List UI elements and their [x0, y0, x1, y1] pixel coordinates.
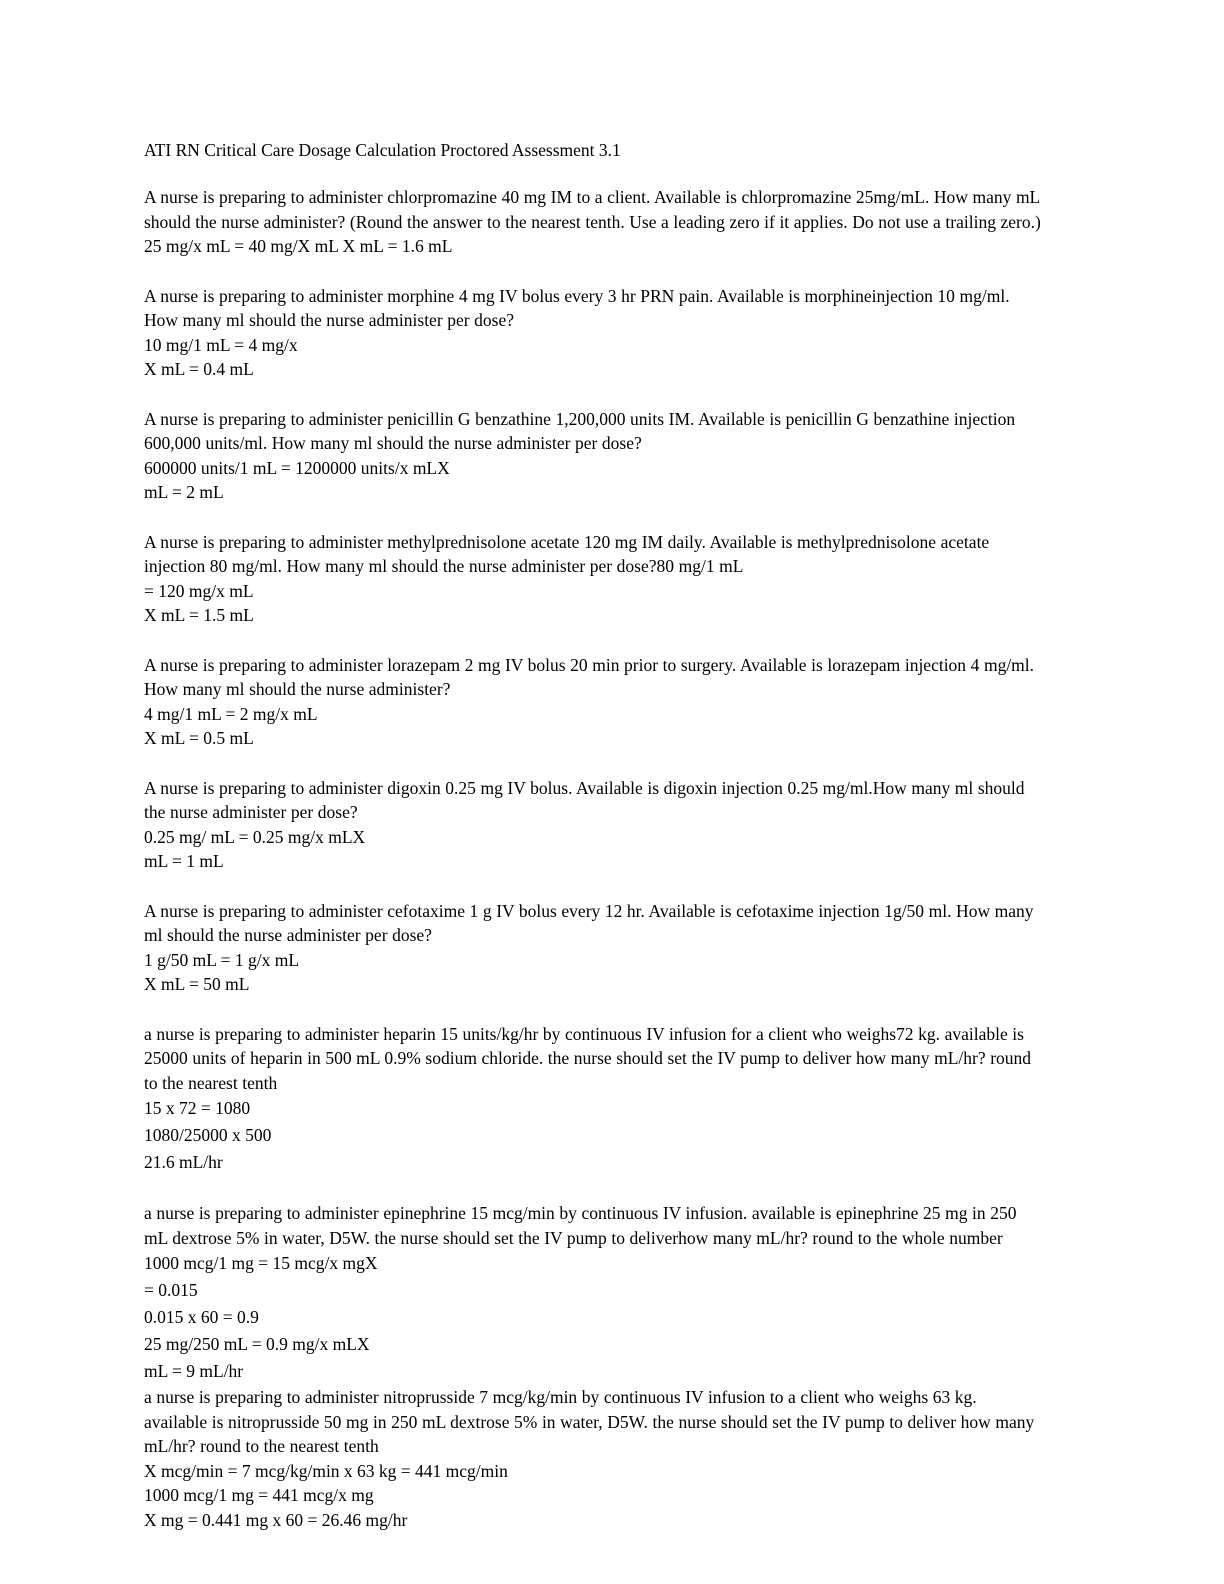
question-text: a nurse is preparing to administer epinephrine 15 mcg/min by continuous IV infusion. available is epinephrine 25 mg in 250 mL dextrose 5% in water, D5W. the nurse should set the IV pump to deliverhow many mL/hr? round to the whole number — [144, 1203, 1017, 1248]
question-blocks-container — [144, 185, 1042, 1532]
question-text: A nurse is preparing to administer penicillin G benzathine 1,200,000 units IM. Available is penicillin G benzathine injection 600,000 units/ml. How many ml should the nurse administer per dose? — [144, 408, 1016, 453]
question-block-methylprednisolone — [144, 530, 1042, 628]
calculation-line: 0.015 x 60 = 0.9 — [144, 1307, 259, 1327]
question-block-epinephrine — [144, 1201, 1042, 1385]
question-text: A nurse is preparing to administer digoxin 0.25 mg IV bolus. Available is digoxin injection 0.25 mg/ml.How many ml should the nurse administer per dose? — [144, 777, 1025, 822]
calculation-line: mL = 1 mL — [144, 851, 224, 871]
question-text: A nurse is preparing to administer lorazepam 2 mg IV bolus 20 min prior to surgery. Available is lorazepam injection 4 mg/ml. How many ml should the nurse administer? — [144, 654, 1035, 699]
calculation-line: 25 mg/x mL = 40 mg/X mL X mL = 1.6 mL — [144, 236, 453, 256]
calculation-line: X mL = 0.5 mL — [144, 728, 254, 748]
question-text: a nurse is preparing to administer heparin 15 units/kg/hr by continuous IV infusion for a client who weighs72 kg. available is 25000 units of heparin in 500 mL 0.9% sodium chloride. the nurse should set the IV pump to deliver how many mL/hr? round to the nearest tenth — [144, 1023, 1032, 1093]
question-block-cefotaxime — [144, 899, 1042, 997]
calculation-line: X mL = 1.5 mL — [144, 605, 254, 625]
calculation-line: 25 mg/250 mL = 0.9 mg/x mLX — [144, 1334, 370, 1354]
calculation-line: 1080/25000 x 500 — [144, 1125, 272, 1145]
question-text: A nurse is preparing to administer methylprednisolone acetate 120 mg IM daily. Available is methylprednisolone acetate injection 80 mg/ml. How many ml should the nurse administer per dose?80 mg/1 mL — [144, 531, 990, 576]
calculation-line: 1 g/50 mL = 1 g/x mL — [144, 949, 300, 970]
question-text: a nurse is preparing to administer nitroprusside 7 mcg/kg/min by continuous IV infusion to a client who weighs 63 kg. available is nitroprusside 50 mg in 250 mL dextrose 5% in water, D5W. the nurse should set the IV pump to deliver how many mL/hr? round to the nearest tenth — [144, 1387, 1035, 1456]
calculation-line: 0.25 mg/ mL = 0.25 mg/x mLX — [144, 826, 366, 847]
question-block-chlorpromazine — [144, 185, 1042, 259]
calculation-line: mL = 9 mL/hr — [144, 1361, 244, 1381]
calculation-line: mL = 2 mL — [144, 482, 224, 502]
question-text: A nurse is preparing to administer cefotaxime 1 g IV bolus every 12 hr. Available is cefotaxime injection 1g/50 ml. How many ml should the nurse administer per dose? — [144, 900, 1034, 945]
calculation-line: 1000 mcg/1 mg = 15 mcg/x mgX — [144, 1253, 378, 1273]
document-title: ATI RN Critical Care Dosage Calculation Proctored Assessment 3.1 — [144, 140, 621, 160]
question-block-nitroprusside — [144, 1385, 1042, 1532]
question-block-penicillin-g-benzathine — [144, 407, 1042, 505]
question-block-morphine — [144, 284, 1042, 382]
calculation-line: 4 mg/1 mL = 2 mg/x mL — [144, 703, 318, 724]
question-text: A nurse is preparing to administer chlorpromazine 40 mg IM to a client. Available is chlorpromazine 25mg/mL. How many mL should the nurse administer? (Round the answer to the nearest tenth. Use a leading zero if it applies. Do not use a trailing zero.) — [144, 187, 1041, 232]
question-block-heparin — [144, 1022, 1042, 1177]
calculation-line: = 120 mg/x mL — [144, 580, 254, 601]
calculation-line: 15 x 72 = 1080 — [144, 1098, 251, 1118]
calculation-line: = 0.015 — [144, 1280, 198, 1300]
question-block-lorazepam — [144, 653, 1042, 751]
question-text: A nurse is preparing to administer morphine 4 mg IV bolus every 3 hr PRN pain. Available is morphineinjection 10 mg/ml. How many ml should the nurse administer per dose? — [144, 285, 1010, 330]
document-text-column — [144, 138, 1042, 1557]
calculation-line: X mL = 0.4 mL — [144, 359, 254, 379]
calculation-line: X mL = 50 mL — [144, 974, 250, 994]
question-block-digoxin — [144, 776, 1042, 874]
calculation-line: X mg = 0.441 mg x 60 = 26.46 mg/hr — [144, 1509, 408, 1530]
calculation-line: 21.6 mL/hr — [144, 1152, 223, 1172]
calculation-line: 1000 mcg/1 mg = 441 mcg/x mg — [144, 1485, 374, 1505]
calculation-line: 10 mg/1 mL = 4 mg/x — [144, 334, 298, 355]
calculation-line: X mcg/min = 7 mcg/kg/min x 63 kg = 441 mcg/min — [144, 1460, 508, 1481]
calculation-line: 600000 units/1 mL = 1200000 units/x mLX — [144, 457, 450, 478]
